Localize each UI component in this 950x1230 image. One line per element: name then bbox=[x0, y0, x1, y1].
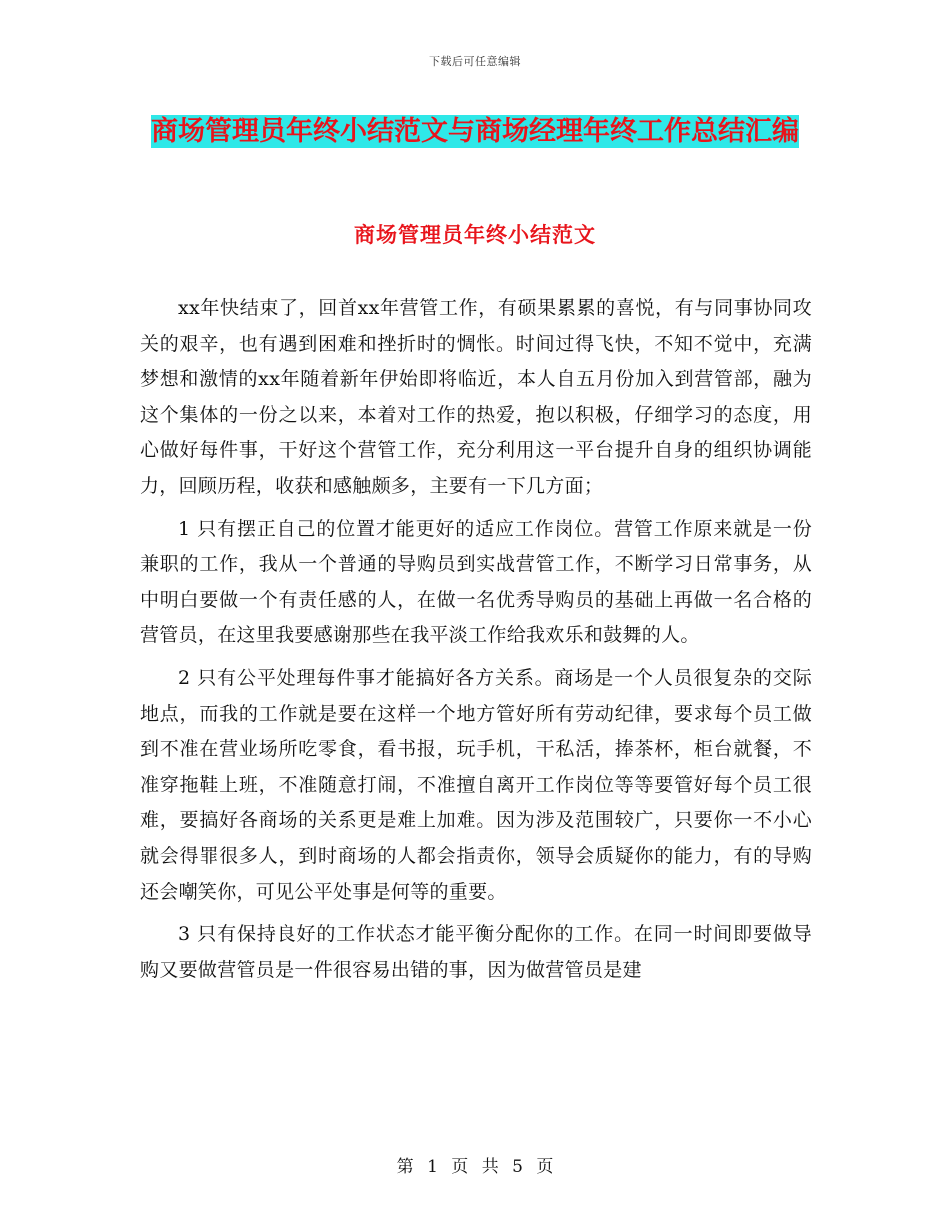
footer-total-pages: 5 bbox=[512, 1157, 523, 1177]
paragraph-point-3: 3 只有保持良好的工作状态才能平衡分配你的工作。在同一时间即要做导购又要做营管员是一件很容易出错的事，因为做营管员是建 bbox=[140, 923, 812, 981]
paragraph-point-1: 1 只有摆正自己的位置才能更好的适应工作岗位。营管工作原来就是一份兼职的工作，我从一个普通的导购员到实战营管工作，不断学习日常事务，从中明白要做一个有责任感的人，在做一名优秀导购员的基础上再做一名合格的营管员，在这里我要感谢那些在我平淡工作给我欢乐和鼓舞的人。 bbox=[140, 517, 812, 647]
section-title: 商场管理员年终小结范文 bbox=[354, 222, 596, 247]
paragraph-intro: xx年快结束了，回首xx年营管工作，有硕果累累的喜悦，有与同事协同攻关的艰辛，也有遇到困难和挫折时的惆怅。时间过得飞快，不知不觉中，充满梦想和激情的xx年随着新年伊始即将临近，本人自五月份加入到营管部，融为这个集体的一份之以来，本着对工作的热爱，抱以积极，仔细学习的态度，用心做好每件事，干好这个营管工作，充分利用这一平台提升自身的组织协调能力，回顾历程，收获和感触颇多，主要有一下几方面； bbox=[140, 297, 812, 497]
header-note: 下载后可任意编辑 bbox=[429, 55, 521, 68]
footer-page-number: 1 bbox=[427, 1157, 438, 1177]
footer-label-page: 第 bbox=[396, 1157, 414, 1177]
paragraph-point-2: 2 只有公平处理每件事才能搞好各方关系。商场是一个人员很复杂的交际地点，而我的工作就是要在这样一个地方管好所有劳动纪律，要求每个员工做到不准在营业场所吃零食，看书报，玩手机，干私活，捧茶杯，柜台就餐，不准穿拖鞋上班，不准随意打闹，不准擅自离开工作岗位等等要管好每个员工很难，要搞好各商场的关系更是难上加难。因为涉及范围较广，只要你一不小心就会得罪很多人，到时商场的人都会指责你，领导会质疑你的能力，有的导购还会嘲笑你，可见公平处事是何等的重要。 bbox=[140, 666, 812, 903]
document-body bbox=[140, 291, 812, 995]
page-footer bbox=[0, 1152, 950, 1177]
document-title-text: 商场管理员年终小结范文与商场经理年终工作总结汇编 bbox=[151, 116, 799, 147]
footer-label-total-unit: 页 bbox=[536, 1157, 554, 1177]
footer-label-page-unit: 页 bbox=[451, 1157, 469, 1177]
footer-label-total: 共 bbox=[481, 1157, 499, 1177]
document-title bbox=[140, 110, 810, 154]
